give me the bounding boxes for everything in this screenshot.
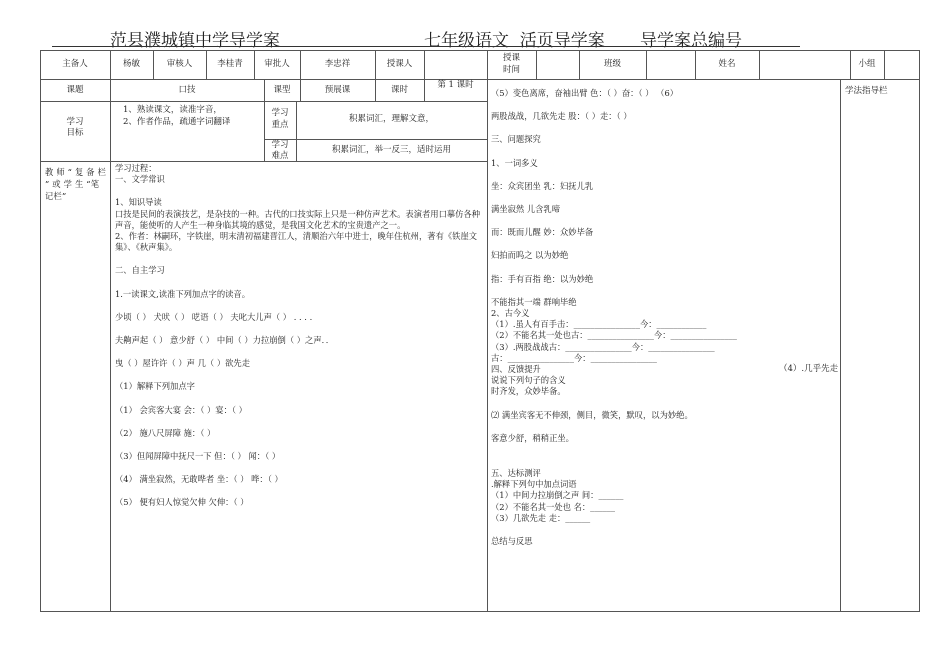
process-line	[115, 462, 483, 474]
exercise-line	[491, 215, 836, 227]
process-line: （3）但闻屏障中抚尺一下 但：（ ） 闻：（ ）	[115, 451, 281, 462]
type-label: 课型	[273, 85, 291, 95]
exercise-line: 坐：众宾团坐 乳：妇抚儿乳	[491, 180, 594, 191]
exercise-line: （3）几欲先走 走：______	[491, 512, 591, 523]
exercise-line: 1、一词多义	[491, 157, 538, 168]
process-line: 学习过程：	[115, 163, 157, 173]
exercise-line	[491, 398, 836, 410]
process-line	[115, 393, 483, 405]
exercise-line: 时齐发，众妙毕备。	[491, 386, 566, 397]
vrule-7	[424, 50, 425, 79]
process-line	[115, 277, 483, 289]
approver-name: 李忠祥	[324, 59, 351, 69]
exercise-line: （1）.虽人有百手击：________________今：____________	[491, 319, 707, 330]
serial-label: 导学案总编号	[640, 31, 742, 51]
process-line: 一、文学常识	[115, 174, 165, 185]
exercise-line	[491, 262, 836, 274]
column-divider-right	[840, 79, 841, 612]
column-divider-left	[487, 50, 488, 612]
goals-label-2: 目标	[66, 128, 84, 138]
process-line: （1） 会宾客大宴 会：（ ）宴：（ ）	[115, 404, 247, 415]
exercise-line: （5）变色离席，奋袖出臂 色：（ ）奋：（ ） （6）	[491, 88, 679, 98]
exercise-line: 总结与反思	[491, 536, 533, 547]
exercise-line: 2、古今义	[491, 308, 530, 319]
process-line: 曳（ ）屋许许（ ）声 几（ ）欲先走	[115, 358, 251, 369]
type-value: 预展课	[324, 85, 351, 95]
process-line	[115, 346, 483, 358]
hours-label: 课时	[390, 85, 408, 95]
date-label-2: 时间	[502, 65, 520, 75]
process-line: 夫齁声起（ ） 意少舒（ ） 中间（ ）力拉崩倒（ ）之声．．	[115, 335, 335, 346]
process-line	[115, 253, 483, 265]
exercise-line: （1）中间力拉崩倒之声 间：______	[491, 490, 624, 501]
difficulty-label-1: 学习	[271, 140, 289, 150]
focus-label-2: 重点	[271, 120, 289, 130]
extra-item: （4）.几乎先走	[779, 364, 839, 374]
group-label: 小组	[858, 59, 876, 69]
class-label: 班级	[603, 59, 621, 69]
exercise-line: 客意少舒，稍稍正坐。	[491, 432, 574, 443]
process-line: （2） 施八尺屏障 施：（ ）	[115, 427, 216, 438]
exercise-line	[491, 146, 836, 158]
preparer-label: 主备人	[62, 59, 88, 69]
date-label-1: 授课	[502, 53, 520, 63]
process-line: 口技是民间的表演技艺，是杂技的一种。古代的口技实际上只是一种仿声艺术。表演者用口摹仿各种声音，能使听的人产生一种身临其境的感觉，是我国文化艺术的宝贵遗产之一。	[115, 208, 481, 230]
process-line	[115, 323, 483, 335]
exercise-line: 三、问题探究	[491, 134, 541, 145]
exercise-line: （3）.两股战战古：________________今：________________	[491, 341, 715, 352]
goals-label-1: 学习	[66, 117, 84, 127]
exercise-line: （2）不能名其一处也 名：______	[491, 501, 616, 512]
exercise-line: 说说下列句子的含义	[491, 375, 566, 386]
exercise-line	[491, 238, 836, 250]
exercise-column	[491, 88, 839, 547]
goal-item-2: 2、作者作品，疏通字词翻译	[123, 117, 231, 127]
process-line: 1、知识导读	[115, 197, 162, 208]
preparer-name: 杨敏	[122, 59, 140, 69]
process-line: （4） 满坐寂然，无敢哗者 坐：（ ） 哗：（ ）	[115, 474, 283, 485]
goal-item-1: 1、熟读课文，读准字音，	[123, 105, 222, 115]
process-line	[115, 439, 483, 451]
difficulty-value: 积累词汇，举一反三，适时运用	[331, 145, 451, 155]
vrule-14	[884, 50, 885, 79]
process-line	[115, 485, 483, 497]
process-line	[115, 369, 483, 381]
subject-title: 七年级语文 活页导学案	[424, 31, 605, 51]
exercise-line	[491, 444, 836, 456]
exercise-line: 指：手有百指 绝：以为妙绝	[491, 273, 594, 284]
difficulty-label-2: 难点	[271, 151, 289, 161]
exercise-line: 四、反馈提升	[491, 364, 541, 375]
exercise-line	[491, 456, 836, 468]
notes-divider	[110, 161, 111, 612]
process-line	[115, 185, 483, 197]
exercise-line: 不能指其一端 群响毕绝	[491, 296, 577, 307]
rule-focus	[264, 139, 487, 140]
approver-label: 审批人	[264, 59, 290, 69]
topic-value: 口技	[178, 85, 196, 95]
exercise-line	[491, 192, 836, 204]
process-line	[115, 300, 483, 312]
process-line: 少顷（ ） 犬吠（ ） 呓语（ ） 夫叱大儿声（ ） . . . .	[115, 311, 313, 322]
exercise-line: .解释下列句中加点词语	[491, 479, 577, 490]
exercise-line	[491, 99, 836, 111]
school-title: 范县濮城镇中学导学案	[110, 31, 280, 51]
exercise-line	[491, 169, 836, 181]
process-line: （5） 便有妇人惊觉欠伸 欠伸：（ ）	[115, 497, 249, 508]
process-line: 2、作者：林嗣环，字铁崖，明末清初福建晋江人，清顺治六年中进士，晚年住杭州，著有《铁崖文集》、《秋声集》。	[115, 231, 478, 253]
vrule-12	[759, 50, 760, 79]
process-line: 二、自主学习	[115, 265, 165, 276]
exercise-line: 妇拍而呜之 以为妙绝	[491, 250, 569, 261]
exercise-line: ⑵ 满坐宾客无不伸颈，侧目，微笑，默叹，以为妙绝。	[491, 409, 693, 420]
exercise-line: （2）不能名其一处也古：________________今：________________	[491, 330, 737, 341]
header-underline	[52, 46, 800, 47]
teacher-label: 授课人	[386, 59, 413, 69]
topic-label: 课题	[66, 85, 84, 95]
exercise-line	[491, 524, 836, 536]
vrule-8	[536, 50, 537, 79]
exercise-line: 古：________________今：________________	[491, 352, 657, 363]
exercise-line	[491, 122, 836, 134]
exercise-line	[491, 421, 836, 433]
focus-label-1: 学习	[271, 108, 289, 118]
exercise-line: 五、达标测评	[491, 468, 541, 479]
method-guide-title: 学法指导栏	[845, 86, 888, 96]
hours-value: 第 1 课时	[437, 80, 474, 90]
reviewer-label: 审核人	[166, 59, 193, 69]
learning-process	[115, 163, 483, 509]
process-line	[115, 416, 483, 428]
exercise-line: 满坐寂然 儿含乳啼	[491, 204, 561, 215]
exercise-line	[491, 285, 836, 297]
notes-column-title: 教 师 “ 复 备 栏 ” 或 学 生 “笔记栏”	[45, 167, 107, 201]
vrule-10	[646, 50, 647, 79]
reviewer-name: 李桂青	[217, 59, 243, 69]
process-line: （1）解释下列加点字	[115, 381, 195, 392]
process-line: 1.一读课文,读准下列加点字的读音。	[115, 288, 251, 299]
focus-value: 积累词汇，理解文意，	[348, 114, 434, 124]
exercise-line: 两股战战，几欲先走 股：（ ）走：（ ）	[491, 111, 632, 122]
name-label: 姓名	[718, 59, 736, 69]
exercise-line: 而：既而儿醒 妙：众妙毕备	[491, 227, 594, 238]
